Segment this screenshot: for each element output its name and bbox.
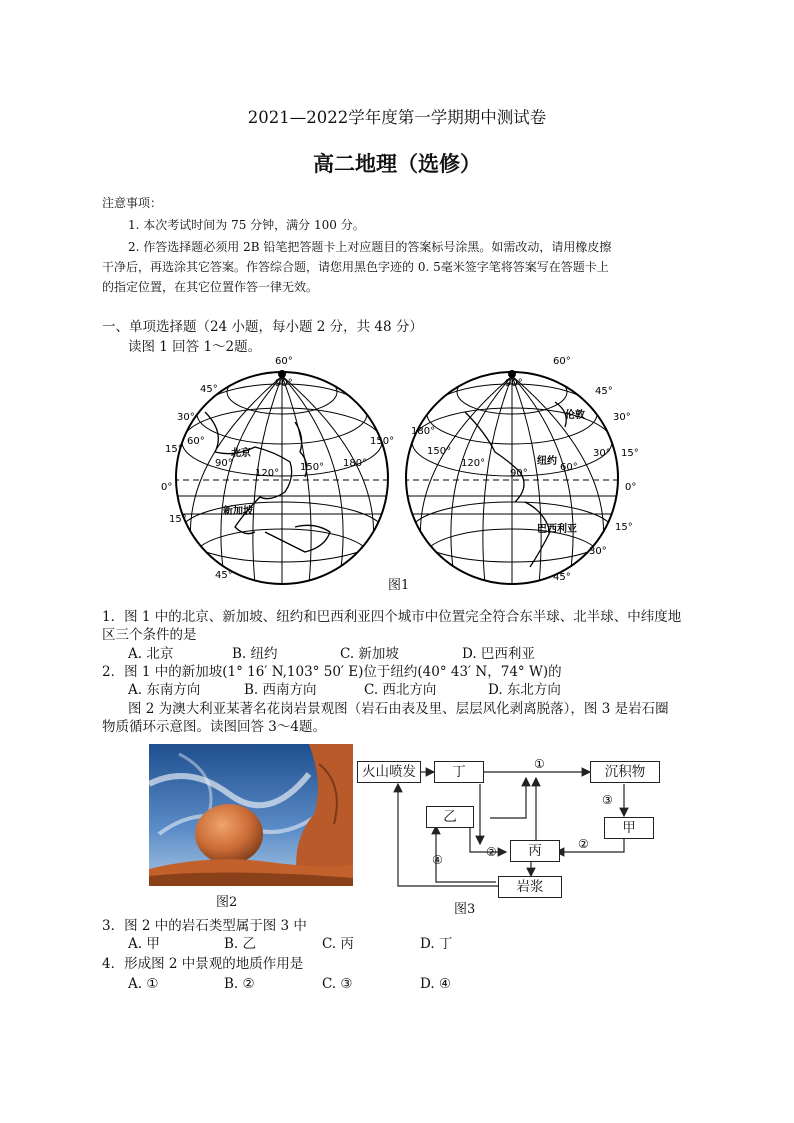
q1-option-d[interactable]: D. 巴西利亚 — [462, 646, 535, 662]
left-lon-label: 150° — [370, 436, 395, 447]
right-lat-label: 15° — [615, 522, 633, 533]
figure2-caption: 图2 — [216, 895, 238, 910]
right-lat-label: 30° — [613, 412, 631, 423]
q1-stem-line-1: 1．图 1 中的北京、新加坡、纽约和巴西利亚四个城市中位置完全符合东半球、北半球、中纬度地 — [102, 609, 682, 625]
node-ding: 丁 — [434, 761, 484, 783]
right-top-lat-label: 60° — [553, 356, 571, 367]
right-lat-label: 30° — [589, 546, 607, 557]
city-label-london: 伦敦 — [565, 410, 585, 421]
node-jia: 甲 — [604, 817, 654, 839]
figure23-intro-line-2: 物质循环示意图。读图回答 3～4题。 — [102, 719, 326, 735]
q4-option-c[interactable]: C. ③ — [322, 976, 353, 992]
left-pole-label: 90° — [275, 378, 293, 389]
figure1-globes — [161, 352, 655, 592]
left-lon-label: 180° — [343, 458, 368, 469]
left-lon-label: 120° — [255, 468, 280, 479]
node-bing: 丙 — [510, 840, 560, 862]
arrow-label-1: ① — [534, 757, 545, 771]
left-lon-label: 150° — [300, 462, 325, 473]
q4-option-a[interactable]: A. ① — [128, 976, 159, 992]
q1-option-c[interactable]: C. 新加坡 — [340, 646, 399, 662]
q4-option-d[interactable]: D. ④ — [420, 976, 452, 992]
city-label-new-york: 纽约 — [537, 456, 557, 467]
notice-item-2-line-2: 干净后，再选涂其它答案。作答综合题，请您用黑色字迹的 0. 5毫米签字笔将答案写在答题卡上 — [102, 260, 609, 274]
notice-item-2-line-1: 2. 作答选择题必须用 2B 铅笔把答题卡上对应题目的答案标号涂黑。如需改动，请用橡皮擦 — [128, 240, 612, 254]
q2-option-c[interactable]: C. 西北方向 — [364, 682, 437, 698]
q1-option-a[interactable]: A. 北京 — [128, 646, 174, 662]
q1-option-b[interactable]: B. 纽约 — [232, 646, 278, 662]
left-lat-label: 15° — [169, 514, 187, 525]
arrow-label-2a: ② — [486, 845, 497, 859]
q3-option-b[interactable]: B. 乙 — [224, 936, 257, 952]
notice-heading: 注意事项： — [102, 196, 163, 210]
right-lon-label: 150° — [427, 446, 452, 457]
left-lat-label: 0° — [161, 482, 173, 493]
figure3-caption: 图3 — [454, 902, 476, 917]
right-lon-label: 90° — [510, 468, 528, 479]
left-lat-label: 15° — [165, 444, 183, 455]
right-lon-label: 180° — [411, 426, 436, 437]
left-lat-label: 30° — [177, 412, 195, 423]
right-lat-label: 45° — [595, 386, 613, 397]
right-lat-label: 15° — [621, 448, 639, 459]
city-label-beijing: 北京 — [231, 448, 251, 459]
q2-option-b[interactable]: B. 西南方向 — [244, 682, 317, 698]
right-lat-label: 45° — [553, 572, 571, 583]
notice-item-1: 1. 本次考试时间为 75 分钟，满分 100 分。 — [128, 218, 365, 232]
q4-option-b[interactable]: B. ② — [224, 976, 255, 992]
figure23-intro-line-1: 图 2 为澳大利亚某著名花岗岩景观图（岩石由表及里、层层风化剥离脱落），图 3 是岩石圈 — [128, 701, 669, 717]
q2-option-d[interactable]: D. 东北方向 — [488, 682, 561, 698]
left-lon-label: 60° — [187, 436, 205, 447]
left-lon-label: 90° — [215, 458, 233, 469]
q3-options — [128, 935, 452, 953]
subject-title: 高二地理（选修） — [313, 152, 481, 176]
left-lat-label: 45° — [215, 570, 233, 581]
figure1-caption: 图1 — [388, 578, 410, 593]
left-lat-label: 45° — [200, 384, 218, 395]
q2-stem: 2．图 1 中的新加坡(1° 16′ N,103° 50′ E)位于纽约(40° 43′ N，74° W)的 — [102, 664, 562, 680]
right-lat-label: 0° — [625, 482, 637, 493]
city-label-brasilia: 巴西利亚 — [537, 524, 577, 535]
arrow-label-3: ③ — [602, 793, 613, 807]
q4-options — [128, 975, 451, 993]
q2-option-a[interactable]: A. 东南方向 — [128, 682, 201, 698]
arrow-label-2b: ② — [578, 837, 589, 851]
notice-item-2-line-3: 的指定位置，在其它位置作答一律无效。 — [102, 280, 319, 294]
node-yi: 乙 — [426, 806, 474, 828]
section-heading: 一、单项选择题（24 小题，每小题 2 分，共 48 分） — [102, 319, 423, 335]
q3-option-a[interactable]: A. 甲 — [128, 936, 160, 952]
exam-title: 2021—2022学年度第一学期期中测试卷 — [247, 108, 547, 127]
right-lon-label: 30° — [593, 448, 611, 459]
arrow-label-4: ④ — [432, 853, 443, 867]
q1-options — [128, 645, 535, 663]
left-top-lat-label: 60° — [275, 356, 293, 367]
q3-stem: 3．图 2 中的岩石类型属于图 3 中 — [102, 918, 307, 934]
node-volcano: 火山喷发 — [357, 761, 421, 783]
right-lon-label: 60° — [560, 462, 578, 473]
left-globe — [161, 356, 394, 585]
q2-options — [128, 681, 561, 699]
right-lon-label: 120° — [461, 458, 486, 469]
node-sediment: 沉积物 — [590, 761, 660, 783]
right-pole-label: 90° — [505, 378, 523, 389]
figure1-intro: 读图 1 回答 1～2题。 — [128, 339, 262, 355]
q3-option-c[interactable]: C. 丙 — [322, 936, 354, 952]
q1-stem-line-2: 区三个条件的是 — [102, 627, 197, 643]
node-magma: 岩浆 — [498, 876, 562, 898]
q3-option-d[interactable]: D. 丁 — [420, 936, 453, 952]
figure2-photo — [149, 744, 353, 886]
city-label-singapore: 新加坡 — [223, 506, 253, 517]
q4-stem: 4．形成图 2 中景观的地质作用是 — [102, 956, 304, 972]
right-globe — [403, 356, 639, 585]
